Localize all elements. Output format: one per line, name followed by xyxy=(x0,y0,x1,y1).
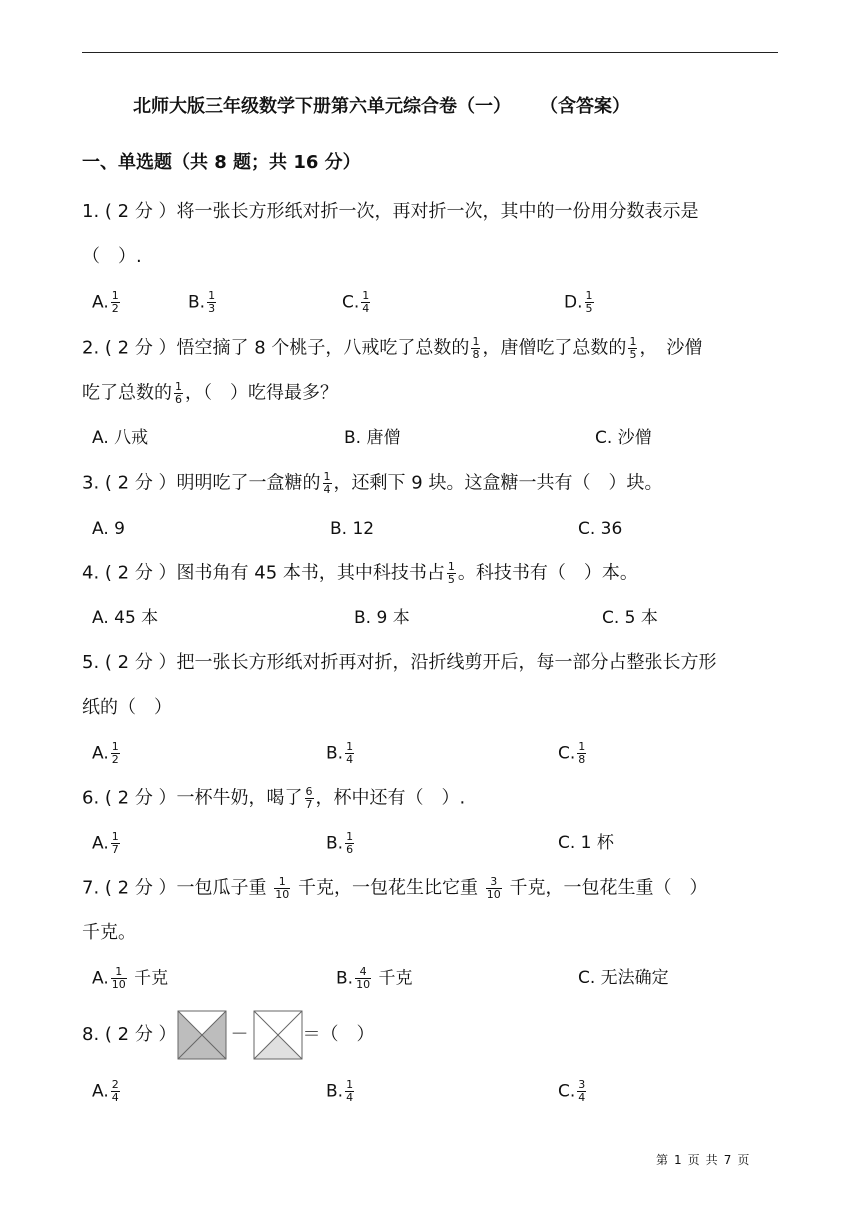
fraction: $\frac{6}{7}$ xyxy=(305,785,313,811)
q1-option-b[interactable]: B. $\frac{1}{3}$ xyxy=(188,289,216,315)
q6-option-a[interactable]: A. $\frac{1}{7}$ xyxy=(92,830,119,856)
q2-stem-line1: 2. ( 2 分 ）悟空摘了 8 个桃子，八戒吃了总数的 $\frac{1}{8}$ ，唐僧吃了总数的 $\frac{1}{5}$ ， 沙僧 xyxy=(82,335,703,361)
q3-option-b[interactable]: B. 12 xyxy=(330,519,375,539)
q1-stem-line1: 1. ( 2 分 ）将一张长方形纸对折一次，再对折一次，其中的一份用分数表示是 xyxy=(82,201,699,222)
q3-option-a[interactable]: A. 9 xyxy=(92,519,125,539)
q4-option-b[interactable]: B. 9 本 xyxy=(354,608,410,628)
fraction: $\frac{1}{5}$ xyxy=(585,289,593,315)
fraction: $\frac{1}{2}$ xyxy=(111,740,119,766)
q8-stem: 8. ( 2 分 ） － ＝（ ） xyxy=(82,1010,375,1060)
fraction: $\frac{1}{5}$ xyxy=(629,335,637,361)
q6-option-b[interactable]: B. $\frac{1}{6}$ xyxy=(326,830,354,856)
fraction: $\frac{1}{10}$ xyxy=(275,875,290,901)
fraction: $\frac{1}{4}$ xyxy=(362,289,370,315)
fraction: $\frac{2}{4}$ xyxy=(111,1078,119,1104)
page-title xyxy=(133,92,630,118)
fraction: $\frac{1}{6}$ xyxy=(346,830,354,856)
q2-option-b[interactable]: B. 唐僧 xyxy=(344,428,401,448)
fraction: $\frac{1}{4}$ xyxy=(346,740,354,766)
q3-stem: 3. ( 2 分 ）明明吃了一盒糖的 $\frac{1}{4}$ ，还剩下 9 块。这盒糖一共有（ ）块。 xyxy=(82,470,663,496)
square-figure-one-quarter-shaded xyxy=(253,1010,303,1060)
fraction: $\frac{1}{5}$ xyxy=(447,560,455,586)
fraction: $\frac{1}{10}$ xyxy=(111,965,126,991)
fraction: $\frac{1}{4}$ xyxy=(323,470,331,496)
page-footer: 第 1 页 共 7 页 xyxy=(656,1153,750,1167)
q2-option-c[interactable]: C. 沙僧 xyxy=(595,428,652,448)
q1-option-c[interactable]: C. $\frac{1}{4}$ xyxy=(342,289,370,315)
q4-option-c[interactable]: C. 5 本 xyxy=(602,608,658,628)
fraction: $\frac{1}{3}$ xyxy=(208,289,216,315)
q7-option-a[interactable]: A. $\frac{1}{10}$ 千克 xyxy=(92,965,169,991)
total-pages: 7 xyxy=(723,1153,732,1167)
fraction: $\frac{1}{6}$ xyxy=(175,380,182,406)
q6-stem: 6. ( 2 分 ）一杯牛奶，喝了 $\frac{6}{7}$ ，杯中还有（ ）. xyxy=(82,785,466,811)
q1-stem-line2: （ ）. xyxy=(82,246,142,267)
fraction: $\frac{3}{4}$ xyxy=(578,1078,586,1104)
minus-sign: － xyxy=(230,1024,249,1045)
q5-option-c[interactable]: C. $\frac{1}{8}$ xyxy=(558,740,586,766)
q1-option-d[interactable]: D. $\frac{1}{5}$ xyxy=(564,289,593,315)
q7-option-b[interactable]: B. $\frac{4}{10}$ 千克 xyxy=(336,965,413,991)
q5-option-a[interactable]: A. $\frac{1}{2}$ xyxy=(92,740,119,766)
q8-option-c[interactable]: C. $\frac{3}{4}$ xyxy=(558,1078,586,1104)
fraction: $\frac{3}{10}$ xyxy=(486,875,501,901)
fraction: $\frac{1}{7}$ xyxy=(111,830,119,856)
fraction: $\frac{1}{4}$ xyxy=(346,1078,354,1104)
fraction: $\frac{1}{2}$ xyxy=(111,289,119,315)
q6-option-c[interactable]: C. 1 杯 xyxy=(558,833,614,853)
q3-option-c[interactable]: C. 36 xyxy=(578,519,623,539)
header-rule xyxy=(82,52,778,53)
q2-stem-line2: 吃了总数的 $\frac{1}{6}$ ，（ ）吃得最多？ xyxy=(82,380,338,406)
q5-option-b[interactable]: B. $\frac{1}{4}$ xyxy=(326,740,354,766)
q7-stem-line1: 7. ( 2 分 ）一包瓜子重 $\frac{1}{10}$ 千克，一包花生比它重 $\frac{3}{10}$ 千克，一包花生重（ ） xyxy=(82,875,708,901)
section-heading: 一、单选题（共 8 题；共 16 分） xyxy=(82,152,361,173)
q2-option-a[interactable]: A. 八戒 xyxy=(92,428,149,448)
fraction: $\frac{1}{8}$ xyxy=(472,335,480,361)
q4-option-a[interactable]: A. 45 本 xyxy=(92,608,159,628)
q4-stem: 4. ( 2 分 ）图书角有 45 本书，其中科技书占 $\frac{1}{5}$ 。科技书有（ ）本。 xyxy=(82,560,638,586)
square-figure-three-quarters-shaded xyxy=(177,1010,227,1060)
q1-option-a[interactable]: A. $\frac{1}{2}$ xyxy=(92,289,119,315)
q5-stem-line1: 5. ( 2 分 ）把一张长方形纸对折再对折，沿折线剪开后，每一部分占整张长方形 xyxy=(82,652,717,673)
q8-option-a[interactable]: A. $\frac{2}{4}$ xyxy=(92,1078,119,1104)
title-text: 北师大版三年级数学下册第六单元综合卷（一） xyxy=(133,96,511,117)
q8-option-b[interactable]: B. $\frac{1}{4}$ xyxy=(326,1078,354,1104)
q5-stem-line2: 纸的（ ） xyxy=(82,697,172,718)
title-suffix: （含答案） xyxy=(549,96,630,117)
fraction: $\frac{1}{8}$ xyxy=(578,740,586,766)
q7-stem-line2: 千克。 xyxy=(82,922,136,943)
page-number: 1 xyxy=(674,1153,682,1167)
fraction: $\frac{4}{10}$ xyxy=(356,965,371,991)
equals-blank: ＝（ ） xyxy=(302,1024,375,1045)
q7-option-c[interactable]: C. 无法确定 xyxy=(578,968,669,988)
